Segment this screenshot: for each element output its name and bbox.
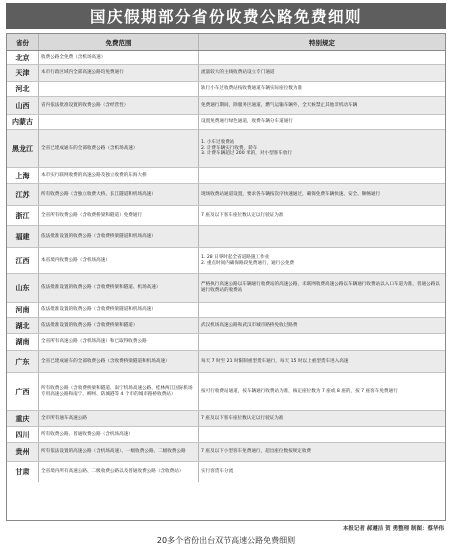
rule-text: 7 座及以下客车座位数认定以行驶证为准 xyxy=(201,415,284,421)
scope-cell xyxy=(39,303,199,317)
scope-text: 全省所有高速公路（含机场高速）和已取得收费公路 xyxy=(41,339,147,345)
table-body xyxy=(7,51,445,520)
scope-text: 依法批准设置的收费公路（含收费桥梁和隧道） xyxy=(41,322,138,328)
scope-cell xyxy=(39,334,199,350)
scope-cell xyxy=(39,411,199,426)
scope-text: 本市实行联网收费的高速公路及独立收费的东海大桥 xyxy=(41,172,147,178)
header-rule: 特别规定 xyxy=(309,38,335,47)
scope-cell xyxy=(39,51,199,64)
table-row xyxy=(7,51,445,65)
province-cell: 四川 xyxy=(7,427,39,442)
scope-cell xyxy=(39,373,199,410)
rule-cell xyxy=(199,51,445,64)
province-cell: 浙江 xyxy=(7,206,39,225)
province-cell: 贵州 xyxy=(7,443,39,461)
rule-text: 按可行收费站通道，按车辆通行收费站为准，核定座位数为 7 座或 8 座的，按 7 座客车免费通行 xyxy=(201,388,398,394)
rule-cell xyxy=(199,65,445,81)
province-cell: 广东 xyxy=(7,351,39,372)
rule-text: 免费通行期间，除服务区通道、燃气运输车辆外，全天候禁止其他非机动车辆 xyxy=(201,102,358,108)
scope-text: 依法批准设置的收费公路（含收费桥梁隧道和机场高速） xyxy=(41,233,156,239)
scope-cell xyxy=(39,130,199,167)
scope-text: 全市所有通车高速公路 xyxy=(41,415,87,421)
rule-cell xyxy=(199,351,445,372)
scope-text: 所有收费公路（含独立收费大桥、长江隧道和机场高速） xyxy=(41,191,156,197)
scope-text: 本省境内收费公路（含机场高速） xyxy=(41,257,110,263)
scope-text: 依法批准设置的收费公路（含收费桥梁隧道和机场高速） xyxy=(41,307,156,313)
scope-text: 依法批准设置的收费公路（含收费桥梁和隧道、机场高速） xyxy=(41,285,161,291)
rule-cell xyxy=(199,97,445,114)
scope-cell xyxy=(39,206,199,225)
rule-cell xyxy=(199,82,445,96)
scope-text: 所有收费公路（含收费桥梁和隧道、南宁机场高速公路、桂林两江国际机场专用高速公路和南宁、柳州、防城港等 4 个市的城市路桥收费站） xyxy=(41,385,193,397)
rule-text: 每天 7 时至 21 时限制重型货车通行，每天 15 时以上重型货车进入高速 xyxy=(201,358,349,364)
province-cell: 上海 xyxy=(7,168,39,183)
table-row xyxy=(7,115,445,130)
scope-text: 省内依法批准设置的收费公路（含经营性） xyxy=(41,102,129,108)
header-scope: 免费范围 xyxy=(39,34,199,50)
table-row xyxy=(7,318,445,334)
table-row xyxy=(7,462,445,482)
scope-text: 全省所有收费公路（含收费桥梁和隧道）免费通行 xyxy=(41,212,143,218)
table-row xyxy=(7,206,445,226)
table-row xyxy=(7,65,445,82)
rule-cell xyxy=(199,427,445,442)
table-row xyxy=(7,334,445,351)
rule-text: 现场收费站通道设置，要求各车辆按次序快速通过，确保免费车辆快速、安全、顺畅通行 xyxy=(201,191,381,197)
province-cell: 黑龙江 xyxy=(7,130,39,167)
scope-cell xyxy=(39,168,199,183)
scope-cell xyxy=(39,82,199,96)
rule-cell xyxy=(199,274,445,302)
toll-free-table xyxy=(6,33,446,521)
province-cell: 湖北 xyxy=(7,318,39,333)
rule-cell xyxy=(199,226,445,247)
rule-text: 武汉机场高速公路和武汉市城市路桥免收过路费 xyxy=(201,322,298,328)
table-row xyxy=(7,274,445,303)
table-row xyxy=(7,97,445,115)
rule-cell xyxy=(199,206,445,225)
scope-text: 本市行政区域内全部高速公路均免费通行 xyxy=(41,70,124,76)
scope-cell xyxy=(39,115,199,129)
rule-text: 轨行小车过收费站按收费通道车辆实际座位数为准 xyxy=(201,86,303,92)
rule-cell xyxy=(199,248,445,273)
table-row xyxy=(7,411,445,427)
province-cell: 广西 xyxy=(7,373,39,410)
scope-cell xyxy=(39,443,199,461)
province-cell: 江西 xyxy=(7,248,39,273)
rule-text: 1. 28 日零时起全省道路施工作业 2. 重点时间内确保路段免费通行，通行公免费 xyxy=(201,254,295,266)
rule-cell xyxy=(199,130,445,167)
table-row xyxy=(7,184,445,206)
image-caption: 20多个省份出台双节高速公路免费细则 xyxy=(156,536,296,545)
rule-text: 7 座及以下小型客车免费通行，超出座位数按规定收费 xyxy=(201,449,312,455)
table-row xyxy=(7,373,445,411)
rule-cell xyxy=(199,168,445,183)
province-cell: 天津 xyxy=(7,65,39,81)
scope-text: 所有收费公路、普通收费公路（含机场高速） xyxy=(41,431,133,437)
page-title: 国庆假期部分省份收费公路免费细则 xyxy=(89,8,362,26)
province-cell: 湖南 xyxy=(7,334,39,350)
scope-cell xyxy=(39,318,199,333)
rule-text: 严格执行高速公路以车辆通行收费站的高速公路，未联网收费高速公路以车辆通行收费站以入口车道为准，普通公路以通行收费站的收费站 xyxy=(201,282,440,293)
rule-cell xyxy=(199,373,445,410)
table-row xyxy=(7,351,445,373)
scope-text: 全省已建成通车的全部收费公路（含收费桥梁隧道和机场高速） xyxy=(41,358,170,364)
table-row xyxy=(7,82,445,97)
province-cell: 河南 xyxy=(7,303,39,317)
rule-cell xyxy=(199,184,445,205)
scope-cell xyxy=(39,97,199,114)
rule-cell xyxy=(199,462,445,482)
table-header xyxy=(7,34,445,51)
rule-text: 设置免费通行绿色通道，收费车辆分车道通行 xyxy=(201,119,293,125)
scope-cell xyxy=(39,226,199,247)
rule-text: 1. 小车过收费站 2. 计费车辆实行收费，轿车 3. 计费车辆超过 200 米的，对小型客车放行 xyxy=(201,140,293,157)
scope-text: 全省境内所有高速公路、二级收费公路以及普通收费公路（含收费站） xyxy=(41,469,184,475)
province-cell: 甘肃 xyxy=(7,462,39,482)
table-row xyxy=(7,443,445,462)
table-row xyxy=(7,427,445,443)
province-cell: 山东 xyxy=(7,274,39,302)
rule-text: 流量较大的主线收费站设立专门通道 xyxy=(201,70,275,76)
rule-text: 实行客货车分流 xyxy=(201,469,234,475)
scope-cell xyxy=(39,184,199,205)
rule-cell xyxy=(199,411,445,426)
table-row xyxy=(7,248,445,274)
province-cell: 内蒙古 xyxy=(7,115,39,129)
scope-cell xyxy=(39,248,199,273)
rule-cell xyxy=(199,443,445,461)
credits: 本报记者 郝遵洁 贺 勇整理 制图：蔡华伟 xyxy=(342,526,444,532)
scope-text: 收费公路全免费（含机场高速） xyxy=(41,54,106,60)
rule-cell xyxy=(199,115,445,129)
scope-text: 所有依法设置的高速公路（含机场高速）、一级收费公路、二级收费公路 xyxy=(41,449,186,455)
scope-cell xyxy=(39,274,199,302)
scope-text: 全省已建成通车的全部收费公路（含机场高速） xyxy=(41,145,138,151)
header-province: 省份 xyxy=(7,34,39,50)
scope-cell xyxy=(39,65,199,81)
province-cell: 江苏 xyxy=(7,184,39,205)
province-cell: 山西 xyxy=(7,97,39,114)
rule-cell xyxy=(199,318,445,333)
province-cell: 福建 xyxy=(7,226,39,247)
province-cell: 北京 xyxy=(7,51,39,64)
table-row xyxy=(7,168,445,184)
scope-cell xyxy=(39,462,199,482)
table-row xyxy=(7,130,445,168)
rule-text: 7 座及以下客车座位数认定以行驶证为准 xyxy=(201,212,284,218)
title-banner xyxy=(6,3,446,29)
province-cell: 河北 xyxy=(7,82,39,96)
rule-cell xyxy=(199,303,445,317)
table-row xyxy=(7,226,445,248)
table-row xyxy=(7,303,445,318)
scope-cell xyxy=(39,427,199,442)
scope-cell xyxy=(39,351,199,372)
rule-cell xyxy=(199,334,445,350)
province-cell: 重庆 xyxy=(7,411,39,426)
